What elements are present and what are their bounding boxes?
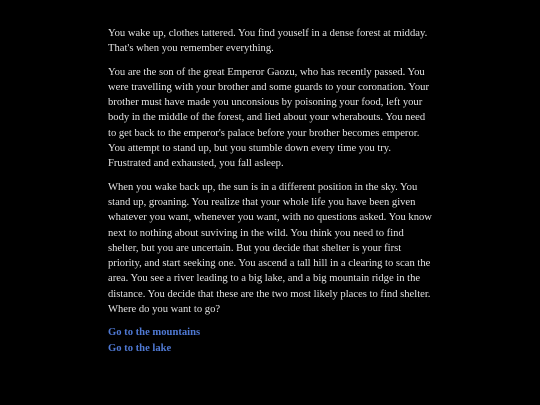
- passage-paragraph: You wake up, clothes tattered. You find youself in a dense forest at midday. That's when you remember everything.: [108, 28, 428, 55]
- story-passage: [108, 26, 433, 356]
- choice-link-mountains[interactable]: Go to the mountains: [108, 327, 201, 339]
- passage-paragraph: You are the son of the great Emperor Gaozu, who has recently passed. You were travelling with your brother and some guards to your coronation. Your brother must have made you unconsious by poisoning your food, left your body in the middle of the forest, and lied about your wherabouts. You need to get back to the emperor's palace before your brother becomes emperor. You attempt to stand up, but you stumble down every time you try. Frustrated and exhausted, you fall asleep.: [108, 66, 429, 170]
- passage-paragraph: When you wake back up, the sun is in a different position in the sky. You stand up, groaning. You realize that your whole life you have been given whatever you want, whenever you want, with no questions asked. You know next to nothing about suviving in the wild. You think you need to find shelter, but you are uncertain. But you decide that shelter is your first priority, and start seeking one. You ascend a tall hill in a clearing to scan the area. You see a river leading to a big lake, and a big mountain ridge in the distance. You decide that these are the two most likely places to find shelter. Where do you want to go?: [108, 181, 432, 316]
- choice-link-lake[interactable]: Go to the lake: [108, 342, 172, 354]
- choice-list: [108, 325, 433, 356]
